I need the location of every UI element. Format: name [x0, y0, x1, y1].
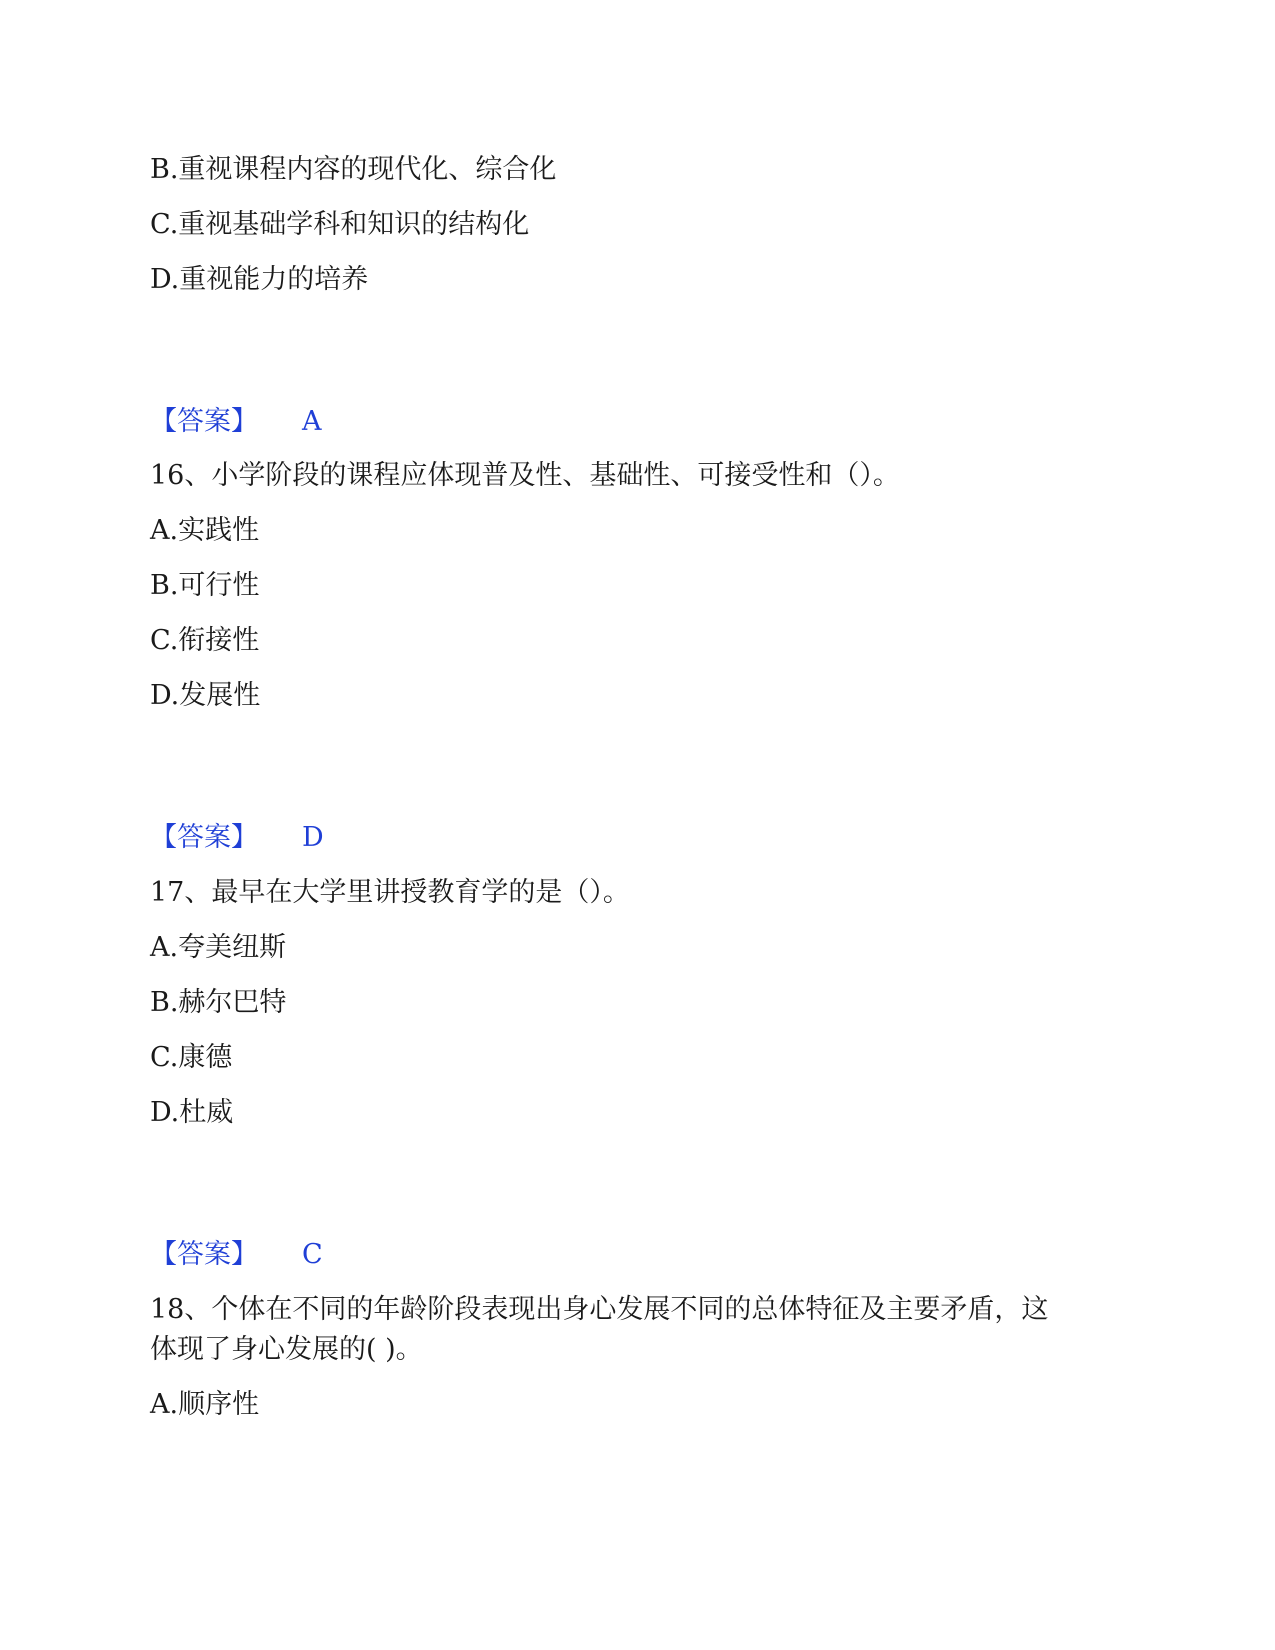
- answer-label: 【答案】: [150, 1239, 258, 1270]
- option-c: C.衔接性: [150, 625, 260, 656]
- option-c: C.重视基础学科和知识的结构化: [150, 209, 530, 240]
- option-a: A.夸美纽斯: [150, 932, 287, 963]
- question-text-line-1: 18、个体在不同的年龄阶段表现出身心发展不同的总体特征及主要矛盾，这: [150, 1294, 1049, 1325]
- option-a: A.实践性: [150, 515, 260, 546]
- answer-row: [150, 820, 324, 856]
- option-c: C.康德: [150, 1042, 233, 1073]
- answer-value: D: [302, 822, 324, 853]
- option-d: D.发展性: [150, 680, 261, 711]
- option-a: A.顺序性: [150, 1389, 260, 1420]
- question-text: 17、最早在大学里讲授教育学的是（）。: [150, 877, 630, 908]
- question-text-line-2: 体现了身心发展的( )。: [150, 1334, 423, 1365]
- answer-label: 【答案】: [150, 406, 258, 437]
- option-d: D.重视能力的培养: [150, 264, 369, 295]
- option-b: B.赫尔巴特: [150, 987, 287, 1018]
- answer-value: A: [302, 406, 322, 437]
- answer-row: [150, 404, 322, 440]
- answer-label: 【答案】: [150, 822, 258, 853]
- option-b: B.可行性: [150, 570, 260, 601]
- question-text: 16、小学阶段的课程应体现普及性、基础性、可接受性和（）。: [150, 460, 900, 491]
- answer-value: C: [302, 1239, 323, 1270]
- answer-row: [150, 1237, 323, 1273]
- option-d: D.杜威: [150, 1097, 234, 1128]
- option-b: B.重视课程内容的现代化、综合化: [150, 154, 557, 185]
